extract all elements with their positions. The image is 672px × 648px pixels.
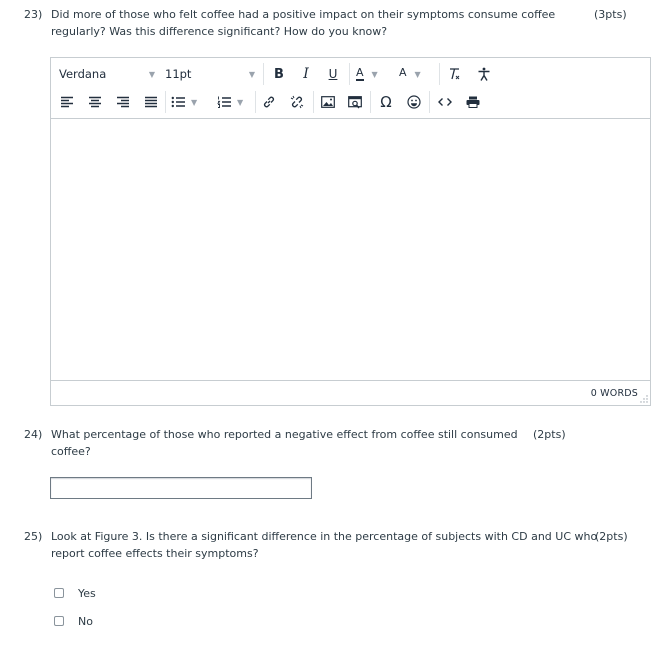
toolbar-divider [429, 91, 430, 113]
option-label[interactable]: No [78, 614, 93, 628]
font-family-value: Verdana [59, 67, 107, 81]
align-right-button[interactable] [113, 91, 133, 113]
option-yes[interactable] [54, 586, 96, 600]
checkbox[interactable] [54, 616, 64, 626]
accessibility-checker-button[interactable] [474, 63, 494, 85]
special-character-button[interactable]: Ω [380, 93, 392, 111]
chevron-down-icon: ▼ [414, 69, 421, 79]
question-text-line: report coffee effects their symptoms? [51, 547, 259, 560]
font-size-value: 11pt [165, 67, 192, 81]
question-points: (2pts) [533, 428, 566, 441]
source-code-button[interactable] [434, 91, 456, 113]
answer-text-input[interactable] [50, 477, 312, 499]
unlink-icon [290, 95, 304, 109]
question-text-line: What percentage of those who reported a negative effect from coffee still consumed [51, 428, 518, 441]
toolbar-divider [313, 91, 314, 113]
toolbar-divider [370, 91, 371, 113]
align-center-button[interactable] [85, 91, 105, 113]
toolbar-row-1 [51, 63, 650, 85]
clear-formatting-icon [447, 67, 461, 81]
editor-content-area[interactable] [51, 119, 650, 381]
question-number: 24) [24, 428, 43, 441]
question-text-line: coffee? [51, 445, 91, 458]
background-color-button[interactable] [399, 63, 435, 85]
toolbar-divider [255, 91, 256, 113]
checkbox[interactable] [54, 588, 64, 598]
chevron-down-icon: ▼ [191, 97, 198, 107]
question-text-line: Look at Figure 3. Is there a significant difference in the percentage of subjects with CD and UC who [51, 530, 598, 543]
question-number: 23) [24, 8, 43, 21]
insert-media-button[interactable] [345, 91, 365, 113]
question-points: (3pts) [594, 8, 627, 21]
image-icon [321, 96, 335, 108]
align-left-button[interactable] [57, 91, 77, 113]
emoji-button[interactable] [404, 91, 424, 113]
accessibility-icon [477, 67, 491, 81]
question-text [51, 426, 518, 460]
align-left-icon [60, 96, 74, 108]
bullet-list-icon [171, 96, 185, 108]
background-color-label: A [399, 66, 407, 79]
question-text-line: Did more of those who felt coffee had a positive impact on their symptoms consume coffee [51, 8, 556, 21]
printer-icon [466, 96, 480, 108]
text-color-label: A [356, 66, 364, 79]
text-color-button[interactable] [356, 63, 392, 85]
rich-text-editor [50, 57, 651, 406]
bullet-list-button[interactable] [171, 91, 205, 113]
link-icon [262, 95, 276, 109]
insert-image-button[interactable] [318, 91, 338, 113]
question-text [51, 528, 598, 562]
toolbar-divider [263, 63, 264, 85]
unlink-button[interactable] [287, 91, 307, 113]
option-label[interactable]: Yes [78, 586, 96, 600]
align-right-icon [116, 96, 130, 108]
align-justify-icon [144, 96, 158, 108]
toolbar-divider [349, 63, 350, 85]
chevron-down-icon: ▼ [148, 69, 155, 79]
chevron-down-icon: ▼ [248, 69, 255, 79]
numbered-list-icon [217, 96, 231, 108]
align-center-icon [88, 96, 102, 108]
numbered-list-button[interactable] [217, 91, 251, 113]
resize-handle-icon[interactable] [640, 395, 648, 403]
code-icon [438, 97, 452, 107]
question-text [51, 6, 555, 40]
chevron-down-icon: ▼ [371, 69, 378, 79]
font-size-select[interactable] [165, 63, 255, 85]
italic-button[interactable]: I [303, 66, 309, 82]
question-number: 25) [24, 530, 43, 543]
more-tools-button[interactable] [462, 91, 484, 113]
chevron-down-icon: ▼ [237, 97, 244, 107]
toolbar-divider [165, 91, 166, 113]
media-icon [348, 96, 362, 109]
word-count[interactable]: 0 WORDS [590, 388, 638, 399]
toolbar-row-2 [51, 91, 650, 113]
align-justify-button[interactable] [141, 91, 161, 113]
clear-formatting-button[interactable] [444, 63, 464, 85]
font-family-select[interactable] [59, 63, 155, 85]
toolbar-divider [439, 63, 440, 85]
question-points: (2pts) [595, 530, 628, 543]
insert-link-button[interactable] [259, 91, 279, 113]
smiley-icon [407, 95, 421, 109]
editor-status-bar [51, 380, 650, 405]
underline-button[interactable]: U [328, 67, 338, 81]
editor-toolbar [51, 58, 650, 119]
bold-button[interactable]: B [274, 66, 284, 82]
question-text-line: regularly? Was this difference significant? How do you know? [51, 25, 388, 38]
option-no[interactable] [54, 614, 93, 628]
